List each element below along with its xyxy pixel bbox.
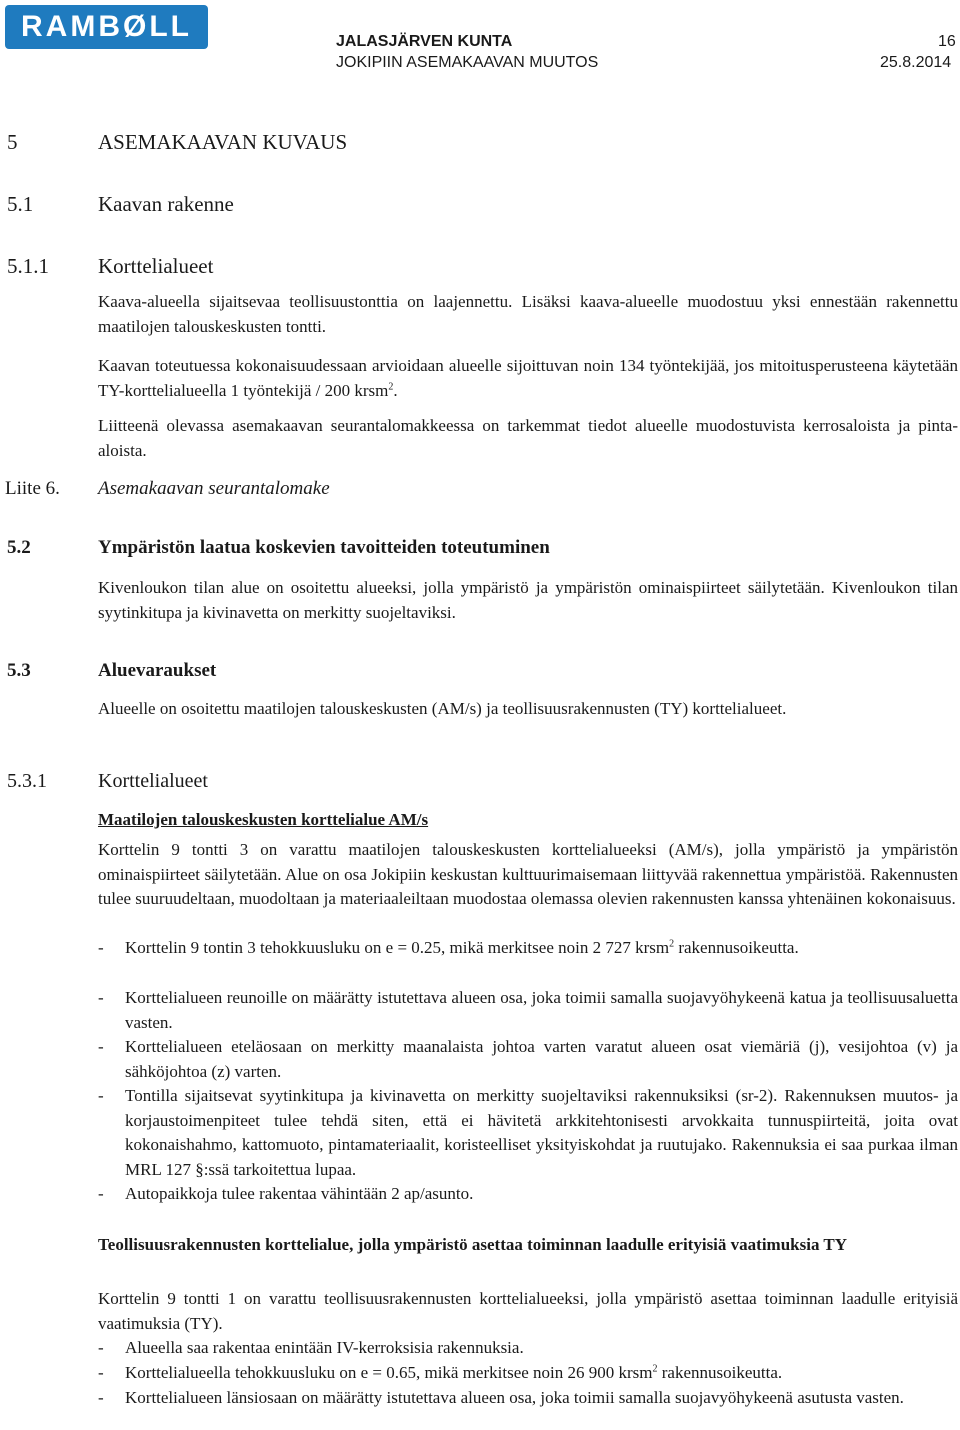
bullet-am-efficiency: - Korttelin 9 tontin 3 tehokkuusluku on e = 0.25, mikä merkitsee noin 2 727 krsm$^2$ rakennusoikeutta. xyxy=(98,938,799,957)
header-page-number: 16 xyxy=(938,33,956,50)
logo-text: RAMBØLL xyxy=(21,10,192,43)
ty-heading: Teollisuusrakennusten korttelialue, jolla ympäristö asettaa toiminnan laadulle erityisiä vaatimuksia TY xyxy=(98,1235,848,1254)
section-5-2-number: 5.2 xyxy=(7,537,31,558)
section-5-1-1-number: 5.1.1 xyxy=(7,254,49,278)
paragraph-kivenloukko: Kivenloukon tilan alue on osoitettu alueeksi, jolla ympäristö ja ympäristön ominaispiirteet säilytetään. Kivenloukon tilan syytinkitupa ja kivinavetta on merkitty suojeltaviksi. xyxy=(98,578,958,622)
appendix-title: Asemakaavan seurantalomake xyxy=(98,478,330,499)
header-date: 25.8.2014 xyxy=(880,54,952,71)
section-5-1-title: Kaavan rakenne xyxy=(98,192,234,216)
bullet-ty-efficiency: - Korttelialueella tehokkuusluku on e = 0.65, mikä merkitsee noin 26 900 krsm$^2$ rakennusoikeutta. xyxy=(98,1363,783,1382)
appendix-label: Liite 6. xyxy=(5,478,60,499)
section-5-2-title: Ympäristön laatua koskevien tavoitteiden toteutuminen xyxy=(98,537,550,558)
section-5-1-number: 5.1 xyxy=(7,192,34,216)
bullet-am-parking: - Autopaikkoja tulee rakentaa vähintään 2 ap/asunto. xyxy=(98,1184,474,1203)
bullet-am-pipes: - Korttelialueen eteläosaan on merkitty maanalaista johtoa varten varatut alueen osat viemäriä (j), vesijohtoa (v) ja sähköjohtoa (z) varten. xyxy=(98,1037,958,1081)
paragraph-workers: Kaavan toteutuessa kokonaisuudessaan arvioidaan alueelle sijoittuvan noin 134 työntekijää, jos mitoitusperusteena käytetään TY-korttelialueella 1 työntekijä / 200 krsm$^2$. xyxy=(98,356,958,400)
section-5-3-title: Aluevaraukset xyxy=(98,660,217,681)
ramboll-logo xyxy=(5,5,208,49)
header-project: JOKIPIIN ASEMAKAAVAN MUUTOS xyxy=(336,54,599,71)
bullet-am-protected: - Tontilla sijaitsevat syytinkitupa ja kivinavetta on merkitty suojeltaviksi rakennuksiksi (sr-2). Rakennuksen muutos- ja korjaustoimenpiteet tulee tehdä siten, että ei hävitetä arkkitehtonisesti arvokkaita tunnuspiirteitä, joita ovat kokonaishahmo, kattomuoto, pintamateriaalit, koristeelliset yksityiskohdat ja ruutujako. Rakennuksia ei saa purkaa ilman MRL 127 §:ssä tarkoitettua lupaa. xyxy=(98,1086,958,1179)
header-org: JALASJÄRVEN KUNTA xyxy=(336,33,513,50)
bullet-ty-floors: - Alueella saa rakentaa enintään IV-kerroksisia rakennuksia. xyxy=(98,1338,524,1357)
section-5-number: 5 xyxy=(7,130,18,154)
paragraph-reservations: Alueelle on osoitettu maatilojen talouskeskusten (AM/s) ja teollisuusrakennusten (TY) korttelialueet. xyxy=(98,699,787,718)
am-heading: Maatilojen talouskeskusten korttelialue AM/s xyxy=(98,810,429,829)
paragraph-appendix: Liitteenä olevassa asemakaavan seurantalomakkeessa on tarkemmat tiedot alueelle muodostuvista kerrosaloista ja pinta-aloista. xyxy=(98,416,958,460)
section-5-3-1-number: 5.3.1 xyxy=(7,770,47,792)
paragraph-ty: Korttelin 9 tontti 1 on varattu teollisuusrakennusten korttelialueeksi, jolla ympäristö asettaa toiminnan laadulle erityisiä vaatimuksia (TY). xyxy=(98,1289,958,1333)
section-5-title: ASEMAKAAVAN KUVAUS xyxy=(98,130,348,154)
paragraph-expansion: Kaava-alueella sijaitsevaa teollisuustonttia on laajennettu. Lisäksi kaava-alueelle muodostuu yksi ennestään rakennettu maatilojen talouskeskusten tontti. xyxy=(98,292,958,336)
bullet-am-planting: - Korttelialueen reunoille on määrätty istutettava alueen osa, joka toimii samalla suojavyöhykeenä katua ja teollisuusaluetta vasten. xyxy=(98,988,958,1032)
section-5-3-1-title: Korttelialueet xyxy=(98,770,208,792)
section-5-3-number: 5.3 xyxy=(7,660,31,681)
bullet-ty-planting: - Korttelialueen länsiosaan on määrätty istutettava alueen osa, joka toimii samalla suojavyöhykeenä asutusta vasten. xyxy=(98,1388,904,1407)
section-5-1-1-title: Korttelialueet xyxy=(98,254,214,278)
paragraph-am: Korttelin 9 tontti 3 on varattu maatilojen talouskeskusten korttelialueeksi (AM/s), jolla ympäristö ja ympäristön ominaispiirteet säilytetään. Alue on osa Jokipiin keskustan kulttuurimaisemaan liittyvää rakennettua ympäristöä. Rakennusten tulee suuruudeltaan, muodoltaan ja materiaaleiltaan muodostaa olemassa olevien rakennusten kanssa yhtenäinen kokonaisuus. xyxy=(98,840,958,908)
